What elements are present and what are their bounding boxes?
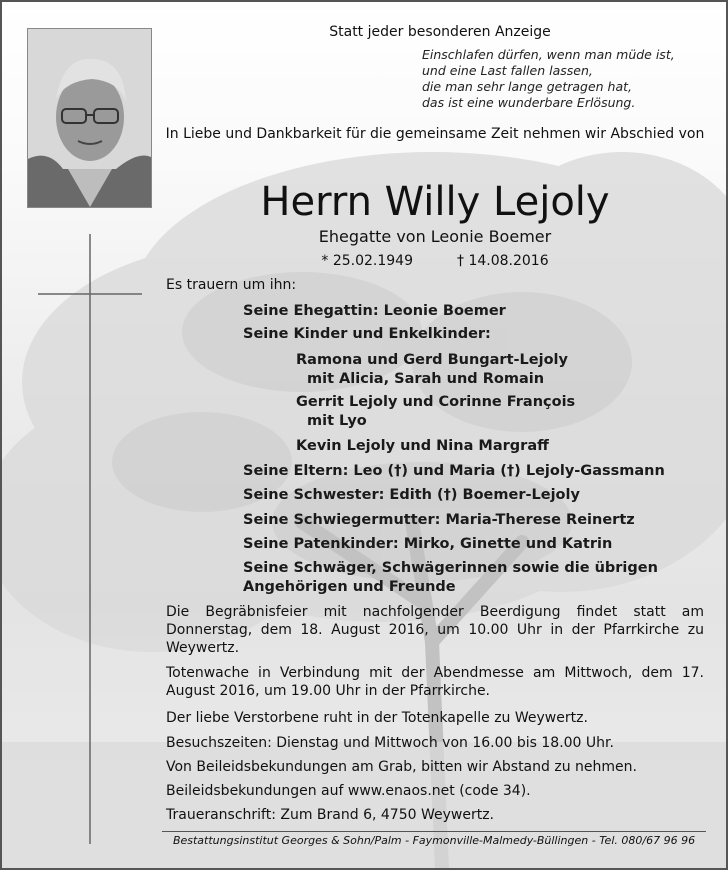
relative-parents: Seine Eltern: Leo (†) und Maria (†) Lejoly-Gassmann xyxy=(243,463,665,479)
footer-divider xyxy=(162,831,706,832)
poem-line: und eine Last fallen lassen, xyxy=(422,63,593,78)
mourners-intro: Es trauern um ihn: xyxy=(166,277,297,293)
relative-child: Kevin Lejoly und Nina Margraff xyxy=(296,438,549,454)
portrait-image xyxy=(28,29,151,207)
deceased-spouse: Ehegatte von Leonie Boemer xyxy=(318,227,552,246)
intro-text: In Liebe und Dankbarkeit für die gemeinsame Zeit nehmen wir Abschied von xyxy=(165,126,705,142)
poem-line: die man sehr lange getragen hat, xyxy=(422,79,632,94)
relative-child: Gerrit Lejoly und Corinne François xyxy=(296,394,576,410)
cross-icon xyxy=(38,234,142,844)
relative-mother-in-law: Seine Schwiegermutter: Maria-Therese Reinertz xyxy=(243,512,635,528)
relative-others: Seine Schwäger, Schwägerinnen sowie die übrigen xyxy=(243,560,658,576)
relative-spouse: Seine Ehegattin: Leonie Boemer xyxy=(243,303,506,319)
notice-visiting-hours: Besuchszeiten: Dienstag und Mittwoch von 16.00 bis 18.00 Uhr. xyxy=(166,735,614,751)
notice-condolences-online: Beileidsbekundungen auf www.enaos.net (code 34). xyxy=(166,783,531,799)
relative-godchildren: Seine Patenkinder: Mirko, Ginette und Katrin xyxy=(243,536,613,552)
relative-children-heading: Seine Kinder und Enkelkinder: xyxy=(243,326,491,342)
birth-date: * 25.02.1949 xyxy=(321,253,413,269)
relative-grandchildren: mit Alicia, Sarah und Romain xyxy=(307,371,545,387)
deceased-name: Herrn Willy Lejoly xyxy=(260,179,610,225)
notice-chapel: Der liebe Verstorbene ruht in der Totenkapelle zu Weywertz. xyxy=(166,710,588,726)
notice-condolences-grave: Von Beileidsbekundungen am Grab, bitten wir Abstand zu nehmen. xyxy=(166,759,637,775)
poem-line: Einschlafen dürfen, wenn man müde ist, xyxy=(422,47,675,62)
notice-address: Traueranschrift: Zum Brand 6, 4750 Weywertz. xyxy=(166,807,494,823)
death-date: † 14.08.2016 xyxy=(457,253,549,269)
relative-others: Angehörigen und Freunde xyxy=(243,579,456,595)
portrait-photo xyxy=(27,28,152,208)
header-note: Statt jeder besonderen Anzeige xyxy=(329,24,551,40)
footer-undertaker: Bestattungsinstitut Georges & Sohn/Palm - Faymonville-Malmedy-Büllingen - Tel. 080/67 96 96 xyxy=(172,834,696,847)
poem-line: das ist eine wunderbare Erlösung. xyxy=(422,95,636,110)
notice-funeral: Die Begräbnisfeier mit nachfolgender Beerdigung findet statt am Donnerstag, dem 18. August 2016, um 10.00 Uhr in der Pfarrkirche zu Weywertz. xyxy=(166,604,704,656)
life-dates xyxy=(162,251,708,271)
relative-sister: Seine Schwester: Edith (†) Boemer-Lejoly xyxy=(243,487,580,503)
notice-wake: Totenwache in Verbindung mit der Abendmesse am Mittwoch, dem 17. August 2016, um 19.00 Uhr in der Pfarrkirche. xyxy=(166,665,704,699)
relative-child: Ramona und Gerd Bungart-Lejoly xyxy=(296,352,568,368)
poem xyxy=(422,47,712,111)
relative-grandchildren: mit Lyo xyxy=(307,413,367,429)
